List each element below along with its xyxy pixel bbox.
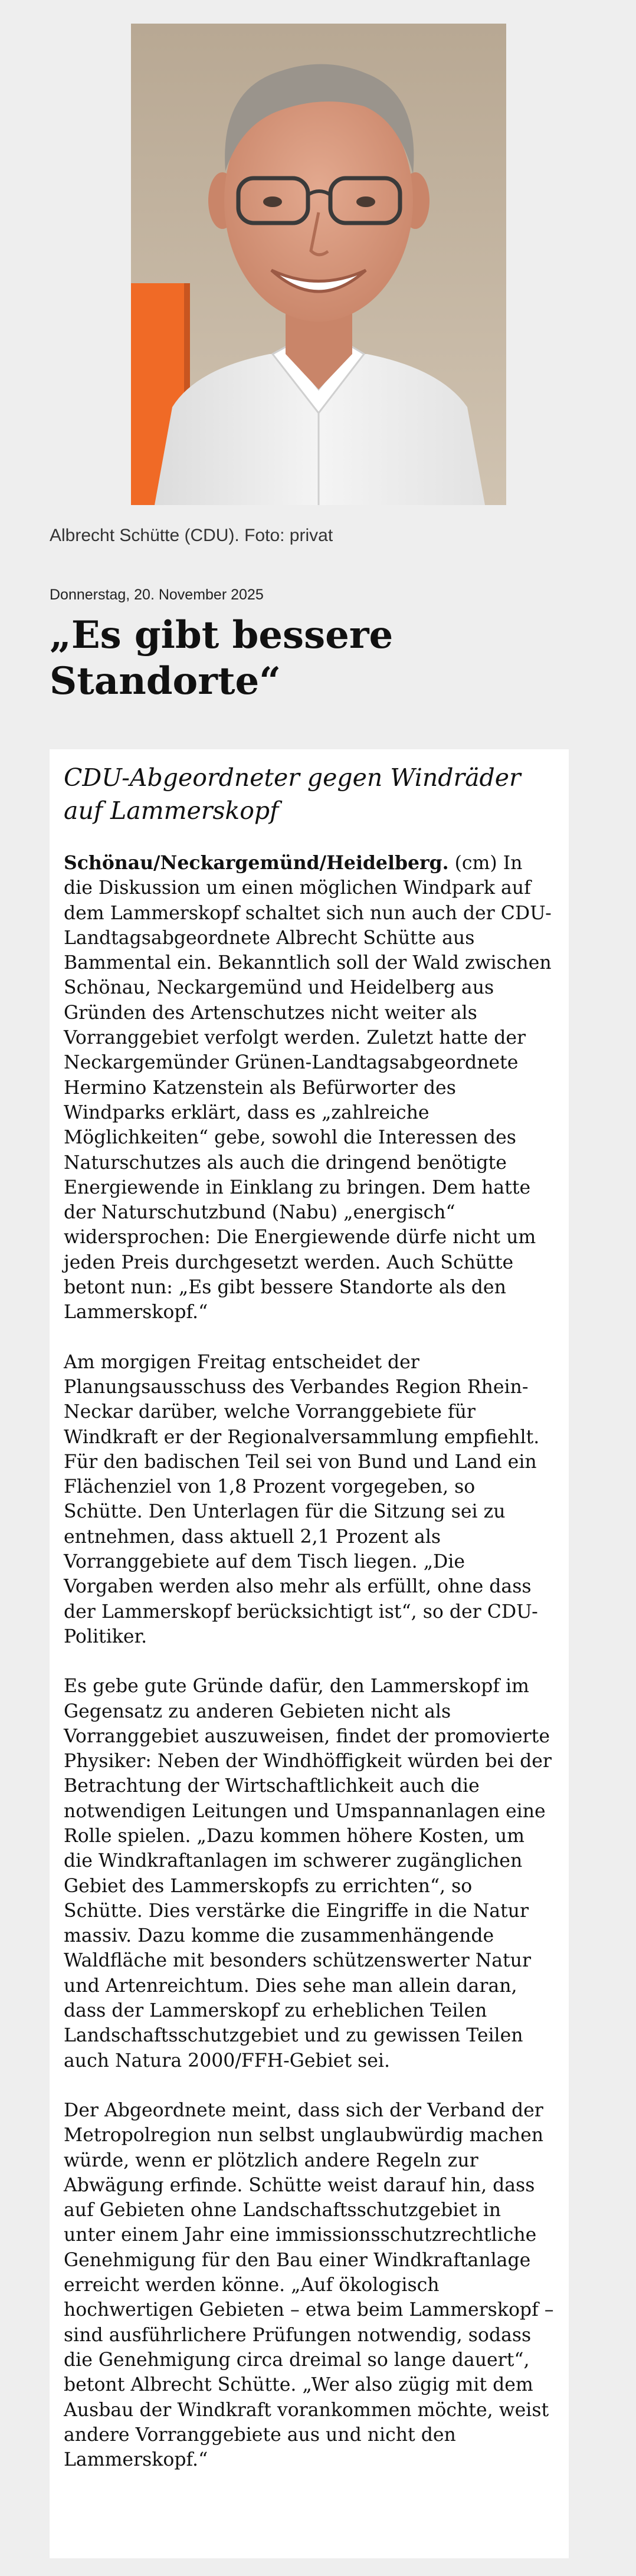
dateline: Schönau/Neckargemünd/Heidelberg. xyxy=(64,852,449,874)
article-subline: CDU-Abgeordneter gegen Windräder auf Lammerskopf xyxy=(64,763,521,825)
article-paragraph xyxy=(64,851,555,1325)
article-paragraph: Der Abgeordnete meint, dass sich der Verband der Metropolregion nun selbst unglaubwürdig machen würde, wenn er plötzlich andere Regeln zur Abwägung erfinde. Schütte weist darauf hin, dass auf Gebieten ohne Landschaftsschutzgebiet in unter einem Jahr eine immissionsschutzrechtliche Genehmigung für den Bau einer Windkraftanlage erreicht werden könne. „Auf ökologisch hochwertigen Gebieten – etwa beim Lammerskopf – sind ausführlichere Prüfungen notwendig, sodass die Genehmigung circa dreimal so lange dauert“, betont Albrecht Schütte. „Wer also zügig mit dem Ausbau der Windkraft vorankommen möchte, weist andere Vorranggebiete aus und nicht den Lammerskopf.“ xyxy=(64,2099,554,2471)
photo-caption: Albrecht Schütte (CDU). Foto: privat xyxy=(50,526,333,545)
article-paragraph: Am morgigen Freitag entscheidet der Planungsausschuss des Verbandes Region Rhein-Neckar darüber, welche Vorranggebiete für Windkraft er der Regionalversammlung empfiehlt. Für den badischen Teil sei von Bund und Land ein Flächenziel von 1,8 Prozent vorgegeben, so Schütte. Den Unterlagen für die Sitzung sei zu entnehmen, dass aktuell 2,1 Prozent als Vorranggebiete auf dem Tisch liegen. „Die Vorgaben werden also mehr als erfüllt, ohne dass der Lammerskopf berücksichtigt ist“, so der CDU-Politiker. xyxy=(64,1351,540,1647)
author-photo xyxy=(131,24,506,505)
portrait-photo xyxy=(131,24,506,505)
article-paragraph: Es gebe gute Gründe dafür, den Lammerskopf im Gegensatz zu anderen Gebieten nicht als Vorranggebiet auszuweisen, findet der promovierte Physiker: Neben der Windhöffigkeit würden bei der Betrachtung der Wirtschaftlichkeit auch die notwendigen Leitungen und Umspannanlagen eine Rolle spielen. „Dazu kommen höhere Kosten, um die Windkraftanlagen im schwerer zugänglichen Gebiet des Lammerskopfs zu errichten“, so Schütte. Dies verstärke die Eingriffe in die Natur massiv. Dazu komme die zusammenhängende Waldfläche mit besonders schützenswerter Natur und Artenreichtum. Dies sehe man allein daran, dass der Lammerskopf zu erheblichen Teilen Landschaftsschutzgebiet und zu gewissen Teilen auch Natura 2000/FFH-Gebiet sei. xyxy=(64,1676,552,2072)
publication-date: Donnerstag, 20. November 2025 xyxy=(50,586,264,603)
article-headline: „Es gibt bessere Standorte“ xyxy=(50,613,394,703)
article-body xyxy=(50,749,569,2558)
paragraph-text: (cm) In die Diskussion um einen möglichen Windpark auf dem Lammerskopf schaltet sich nun auch der CDU-Landtagsabgeordnete Albrecht Schütte aus Bammental ein. Bekanntlich soll der Wald zwischen Schönau, Neckargemünd und Heidelberg aus Gründen des Artenschutzes nicht weiter als Vorranggebiet verfolgt werden. Zuletzt hatte der Neckargemünder Grünen-Landtagsabgeordnete Hermino Katzenstein als Befürworter des Windparks erklärt, dass es „zahlreiche Möglichkeiten“ gebe, sowohl die Interessen des Naturschutzes als auch die dringend benötigte Energiewende in Einklang zu bringen. Dem hatte der Naturschutzbund (Nabu) „energisch“ widersprochen: Die Energiewende dürfe nicht um jeden Preis durchgesetzt werden. Auch Schütte betont nun: „Es gibt bessere Standorte als den Lammerskopf.“ xyxy=(64,853,552,1323)
